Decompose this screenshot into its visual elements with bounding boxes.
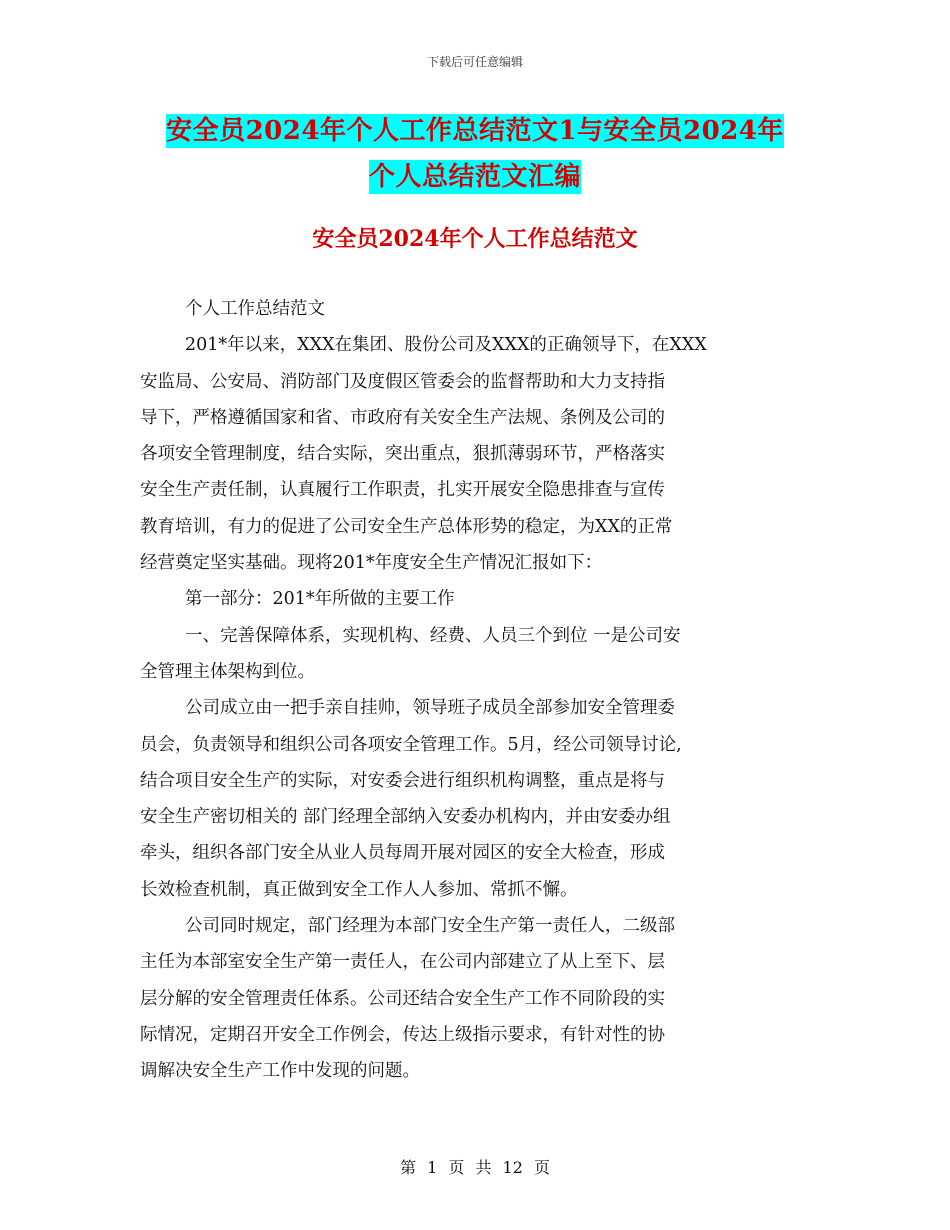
header-note: 下载后可任意编辑 <box>426 55 523 69</box>
section-title: 安全员2024年个人工作总结范文 <box>312 226 638 252</box>
paragraph-line: 牵头，组织各部门安全从业人员每周开展对园区的安全大检查，形成 <box>140 843 665 864</box>
paragraph-line: 安监局、公安局、消防部门及度假区管委会的监督帮助和大力支持指 <box>140 371 665 392</box>
paragraph-line: 201*年以来，XXX在集团、股份公司及XXX的正确领导下，在XXX <box>185 335 707 356</box>
paragraph-line: 长效检查机制，真正做到安全工作人人参加、常抓不懈。 <box>140 879 578 900</box>
page-number-footer: 第 1 页 共 12 页 <box>400 1158 550 1177</box>
paragraph-line: 结合项目安全生产的实际，对安委会进行组织机构调整，重点是将与 <box>140 770 665 791</box>
paragraph-line: 各项安全管理制度，结合实际，突出重点，狠抓薄弱环节，严格落实 <box>140 444 665 465</box>
document-title <box>0 108 950 200</box>
paragraph-line: 一、完善保障体系，实现机构、经费、人员三个到位 一是公司安 <box>185 625 681 646</box>
paragraph-line: 公司成立由一把手亲自挂帅，领导班子成员全部参加安全管理委 <box>185 698 675 719</box>
paragraph-line: 个人工作总结范文 <box>185 299 325 319</box>
paragraph-line: 际情况，定期召开安全工作例会，传达上级指示要求，有针对性的协 <box>140 1024 665 1045</box>
paragraph-line: 公司同时规定，部门经理为本部门安全生产第一责任人，二级部 <box>185 916 675 937</box>
paragraph-line: 员会，负责领导和组织公司各项安全管理工作。5月，经公司领导讨论, <box>140 734 682 755</box>
body-text <box>140 291 820 1090</box>
title-line-1: 安全员2024年个人工作总结范文1与安全员2024年 <box>166 116 784 146</box>
title-line-2: 个人总结范文汇编 <box>368 162 581 192</box>
paragraph-line: 调解决安全生产工作中发现的问题。 <box>140 1061 420 1082</box>
paragraph-line: 经营奠定坚实基础。现将201*年度安全生产情况汇报如下： <box>140 553 603 574</box>
paragraph-line: 导下，严格遵循国家和省、市政府有关安全生产法规、条例及公司的 <box>140 407 665 428</box>
paragraph-line: 层分解的安全管理责任体系。公司还结合安全生产工作不同阶段的实 <box>140 988 665 1009</box>
paragraph-line: 第一部分：201*年所做的主要工作 <box>185 589 455 610</box>
paragraph-line: 安全生产责任制，认真履行工作职责，扎实开展安全隐患排查与宣传 <box>140 480 665 501</box>
paragraph-line: 全管理主体架构到位。 <box>140 661 315 682</box>
paragraph-line: 教育培训，有力的促进了公司安全生产总体形势的稳定，为XX的正常 <box>140 516 673 537</box>
paragraph-line: 主任为本部室安全生产第一责任人，在公司内部建立了从上至下、层 <box>140 952 665 973</box>
paragraph-line: 安全生产密切相关的 部门经理全部纳入安委办机构内，并由安委办组 <box>140 807 671 828</box>
